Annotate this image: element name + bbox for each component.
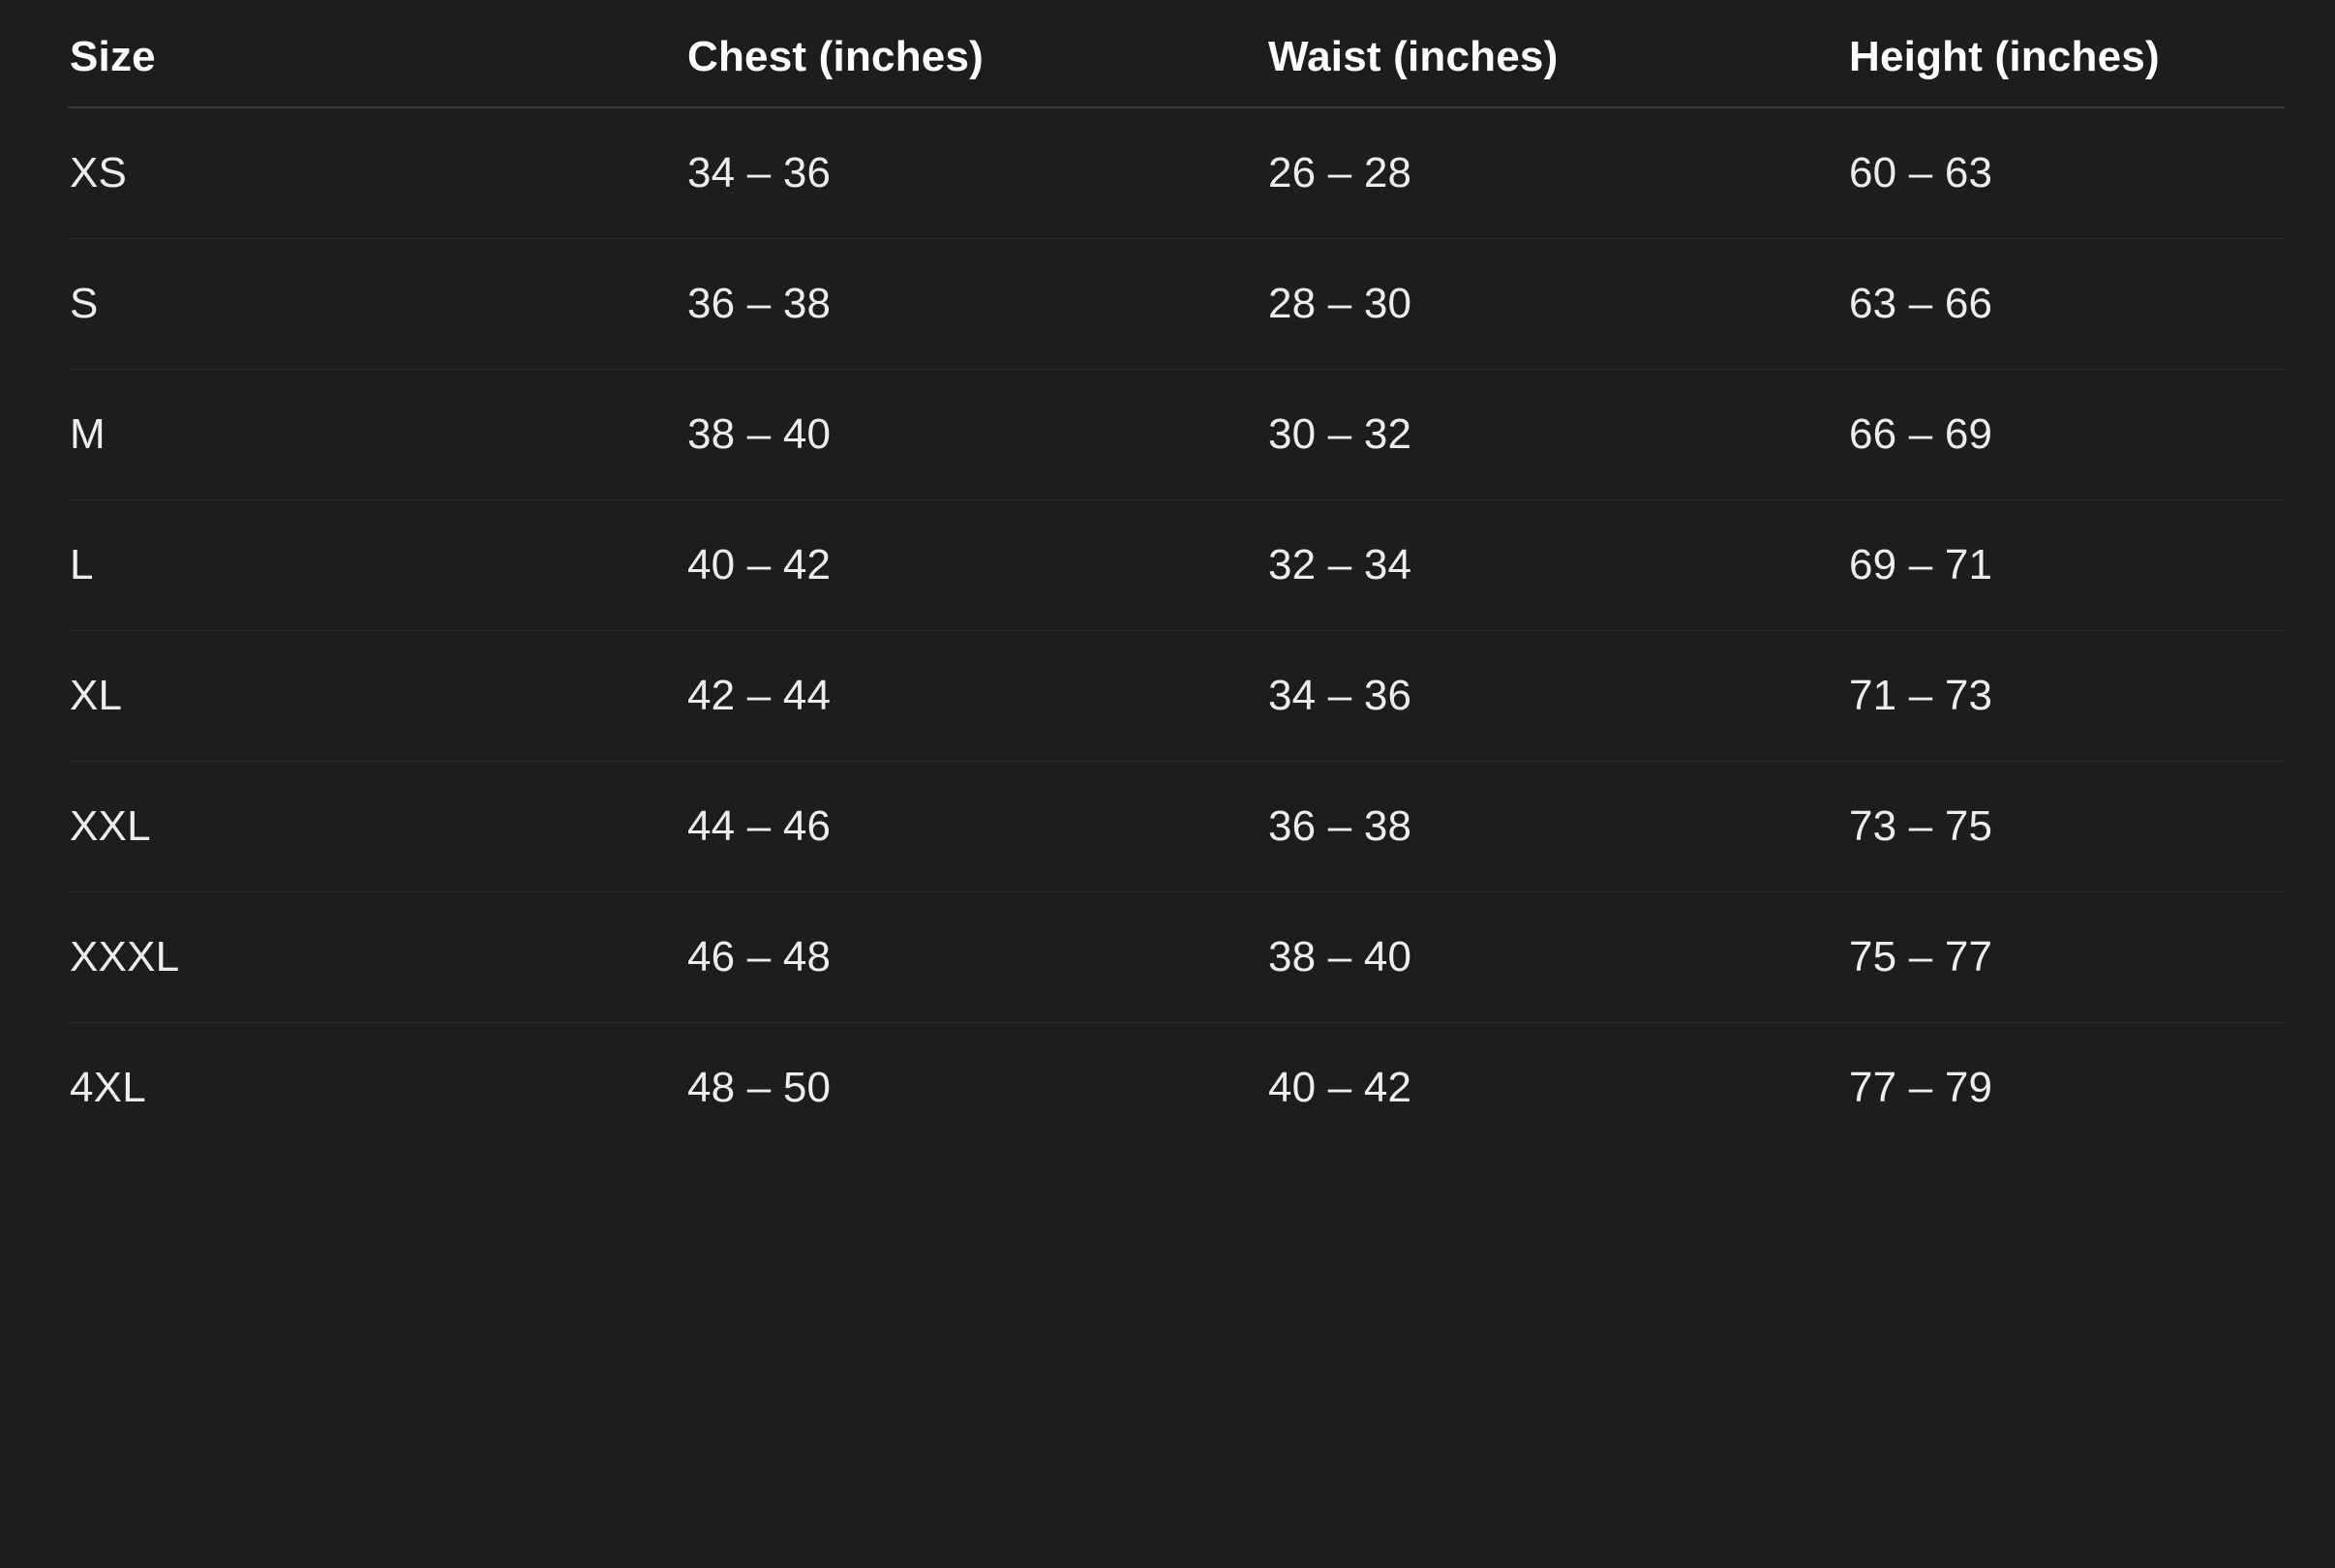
cell-waist: 30 – 32 [1268, 370, 1849, 500]
cell-height: 77 – 79 [1849, 1064, 1993, 1111]
cell-waist: 34 – 36 [1268, 631, 1849, 762]
cell-size: S [68, 239, 687, 370]
cell-size: XXL [68, 762, 687, 892]
cell-size: XS [68, 107, 687, 239]
column-header-height: Height (inches) [1849, 25, 2285, 107]
column-header-waist: Waist (inches) [1268, 25, 1849, 107]
cell-waist: 26 – 28 [1268, 107, 1849, 239]
table-row [68, 892, 2285, 1023]
table-row [68, 370, 2285, 500]
cell-chest: 34 – 36 [687, 107, 1268, 239]
cell-height: 60 – 63 [1849, 107, 2285, 239]
cell-size: XL [68, 631, 687, 762]
cell-chest: 46 – 48 [687, 892, 1268, 1023]
cell-height: 73 – 75 [1849, 762, 2285, 892]
cell-size: M [68, 370, 687, 500]
table-row [68, 239, 2285, 370]
cell-waist: 36 – 38 [1268, 762, 1849, 892]
cell-size: L [68, 500, 687, 631]
cell-height: 71 – 73 [1849, 631, 2285, 762]
cell-waist: 38 – 40 [1268, 892, 1849, 1023]
cell-waist: 40 – 42 [1268, 1064, 1412, 1111]
size-chart-table [68, 25, 2285, 1153]
column-header-size: Size [68, 25, 687, 107]
table-row [68, 107, 2285, 239]
cell-size: XXXL [68, 892, 687, 1023]
table-row [68, 500, 2285, 631]
cell-chest: 40 – 42 [687, 500, 1268, 631]
table-body [68, 107, 2285, 1153]
cell-height: 75 – 77 [1849, 892, 2285, 1023]
table-row [68, 1023, 2285, 1154]
cell-waist: 32 – 34 [1268, 500, 1849, 631]
cell-chest: 38 – 40 [687, 370, 1268, 500]
table-row [68, 631, 2285, 762]
cell-height: 66 – 69 [1849, 370, 2285, 500]
column-header-chest: Chest (inches) [687, 25, 1268, 107]
table-header-row [68, 25, 2285, 107]
table-row [68, 762, 2285, 892]
cell-height: 63 – 66 [1849, 239, 2285, 370]
cell-waist: 28 – 30 [1268, 239, 1849, 370]
cell-chest: 48 – 50 [687, 1064, 832, 1111]
cell-height: 69 – 71 [1849, 500, 2285, 631]
cell-chest: 42 – 44 [687, 631, 1268, 762]
cell-chest: 44 – 46 [687, 762, 1268, 892]
cell-chest: 36 – 38 [687, 239, 1268, 370]
table-header [68, 25, 2285, 107]
cell-size: 4XL [70, 1064, 146, 1111]
